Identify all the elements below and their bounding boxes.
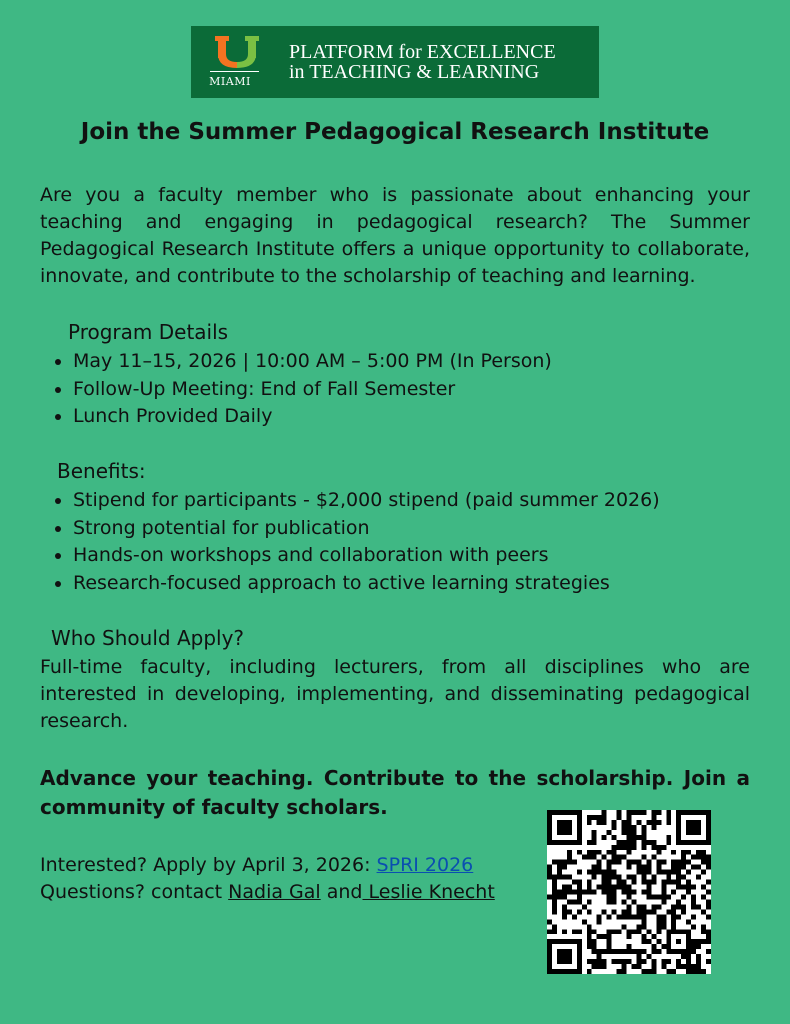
- u-logo-icon: [215, 36, 259, 68]
- list-item: • Follow-Up Meeting: End of Fall Semester: [73, 376, 552, 404]
- banner-title-line1: PLATFORM for EXCELLENCE: [289, 41, 556, 63]
- apply-line: [40, 852, 495, 879]
- apply-prefix: Interested? Apply by April 3, 2026:: [40, 854, 377, 876]
- header-banner: [191, 26, 599, 98]
- banner-title-line2: in TEACHING & LEARNING: [289, 61, 540, 83]
- banner-title: [289, 42, 556, 82]
- questions-prefix: Questions? contact: [40, 881, 229, 903]
- who-should-apply-text: Full-time faculty, including lecturers, from all disciplines who are interested in developing, implementing, and disseminating pedagogical research.: [40, 656, 750, 732]
- list-item: • Hands-on workshops and collaboration with peers: [73, 542, 660, 570]
- list-item: • May 11–15, 2026 | 10:00 AM – 5:00 PM (In Person): [73, 348, 552, 376]
- page-title: Join the Summer Pedagogical Research Institute: [80, 119, 710, 145]
- intro-paragraph: Are you a faculty member who is passionate about enhancing your teaching and engaging in pedagogical research? The Summer Pedagogical Research Institute offers a unique opportunity to collaborate, innovate, and contribute to the scholarship of teaching and learning.: [40, 184, 750, 287]
- list-item: • Research-focused approach to active learning strategies: [73, 570, 660, 598]
- list-item: • Lunch Provided Daily: [73, 403, 552, 431]
- and-text: and: [320, 881, 363, 903]
- benefits-heading: Benefits:: [57, 459, 146, 483]
- apply-link[interactable]: SPRI 2026: [376, 854, 474, 876]
- contact-link-leslie[interactable]: Leslie Knecht: [362, 881, 495, 903]
- list-item: • Stipend for participants - $2,000 stipend (paid summer 2026): [73, 487, 660, 515]
- qr-code[interactable]: [547, 810, 711, 974]
- logo-text: MIAMI: [209, 75, 251, 88]
- program-details-list: [40, 348, 552, 431]
- questions-line: [40, 879, 495, 906]
- benefits-list: [40, 487, 660, 597]
- contact-link-nadia[interactable]: Nadia Gal: [228, 881, 321, 903]
- list-item: • Strong potential for publication: [73, 515, 660, 543]
- university-logo: [191, 26, 269, 98]
- who-should-apply-heading: Who Should Apply?: [51, 626, 245, 650]
- program-details-heading: Program Details: [68, 320, 229, 344]
- closing-statement: Advance your teaching. Contribute to the scholarship. Join a community of faculty scholars.: [40, 766, 750, 819]
- contact-block: [40, 852, 495, 906]
